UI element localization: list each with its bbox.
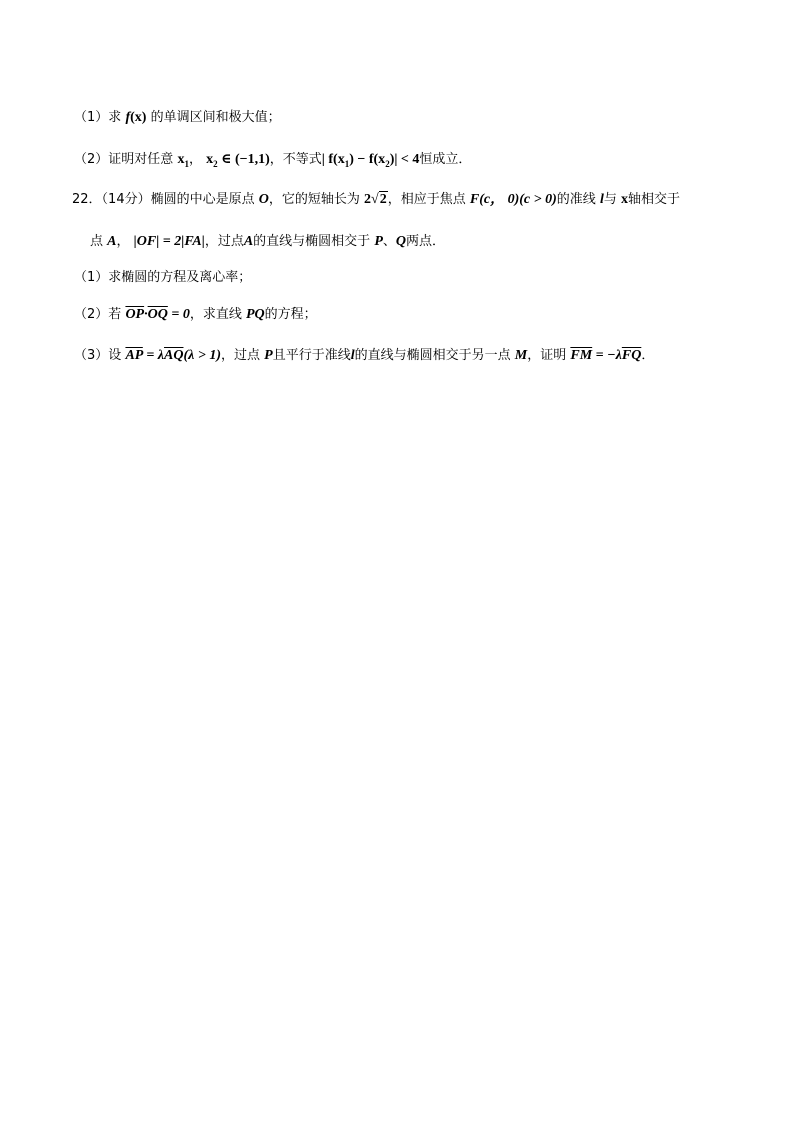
- math-x: (x): [130, 110, 147, 125]
- math-f: f: [125, 110, 131, 125]
- math-dot-product: $\overline{OP}\cdot\overline{OQ} = 0$: [125, 307, 190, 322]
- text: 的直线与椭圆相交于另一点: [354, 348, 511, 363]
- math-2sqrt2: 2√2: [364, 192, 387, 207]
- math-AP-lambda-AQ: $\overline{AP} = \lambda\overline{AQ}(\lambda > 1)$: [125, 348, 221, 363]
- text: 点: [90, 234, 104, 249]
- math-P: P: [374, 234, 383, 249]
- text: 的单调区间和极大值；: [150, 110, 281, 125]
- math-focus: F(c， 0)(c > 0): [469, 192, 557, 207]
- text: ，过点: [204, 234, 244, 249]
- part-label: （1）: [74, 110, 109, 125]
- math-Q: Q: [395, 234, 407, 249]
- part-label: （2）: [74, 307, 109, 322]
- comma: ，: [188, 152, 202, 167]
- text: ，过点: [220, 348, 260, 363]
- part-label: （3）: [74, 348, 109, 363]
- math-l: l: [599, 192, 604, 207]
- text: 设: [108, 348, 122, 363]
- q22-part1: [74, 268, 251, 288]
- text: ，不等式: [269, 152, 322, 167]
- math-inequality: | $f(x_1) - f(x_2)| < 4$: [321, 152, 420, 169]
- math-FM-eq: $\overline{FM} = -\lambda\overline{FQ}$: [570, 348, 642, 363]
- text: 、: [382, 234, 396, 249]
- text: ，相应于焦点: [387, 192, 466, 207]
- math-l: l: [350, 348, 355, 363]
- q22-header-cont: [90, 232, 445, 252]
- text: 恒成立．: [419, 152, 472, 167]
- text: 且平行于准线: [272, 348, 351, 363]
- text: 证明对任意: [108, 152, 174, 167]
- math-x2-interval: $x_2$ ∈ (−1,1): [206, 152, 270, 169]
- part-label: （1）: [74, 270, 109, 285]
- comma: ，: [116, 234, 130, 249]
- text: 若: [108, 307, 122, 322]
- text: 椭圆的中心是原点: [150, 192, 255, 207]
- part-label: （2）: [74, 152, 109, 167]
- q22-part3: [74, 346, 654, 366]
- text: ，求直线: [189, 307, 242, 322]
- math-distance-eq: |OF| = 2|FA|: [133, 234, 205, 249]
- text: 的准线: [556, 192, 596, 207]
- period: ．: [641, 348, 655, 363]
- text: ，证明: [527, 348, 567, 363]
- text: 的方程；: [264, 307, 317, 322]
- math-P: P: [264, 348, 273, 363]
- q22-header: [72, 190, 680, 210]
- text: 两点．: [406, 234, 446, 249]
- math-O: O: [258, 192, 269, 207]
- text: 的直线与椭圆相交于: [253, 234, 371, 249]
- math-A2: A: [243, 234, 254, 249]
- text: 轴相交于: [627, 192, 680, 207]
- text: 与: [603, 192, 617, 207]
- question-number: 22．（14分）: [72, 192, 151, 207]
- text: 求椭圆的方程及离心率；: [108, 270, 252, 285]
- math-M: M: [514, 348, 528, 363]
- math-x-axis: x: [620, 192, 628, 207]
- q21-part2: [74, 150, 471, 170]
- q22-part2: [74, 305, 317, 325]
- text: 求: [108, 110, 122, 125]
- q21-part1: [74, 108, 281, 128]
- math-A: A: [107, 234, 117, 249]
- text: ，它的短轴长为: [268, 192, 360, 207]
- math-PQ: PQ: [245, 307, 265, 322]
- math-x1: $x_1$: [177, 152, 189, 169]
